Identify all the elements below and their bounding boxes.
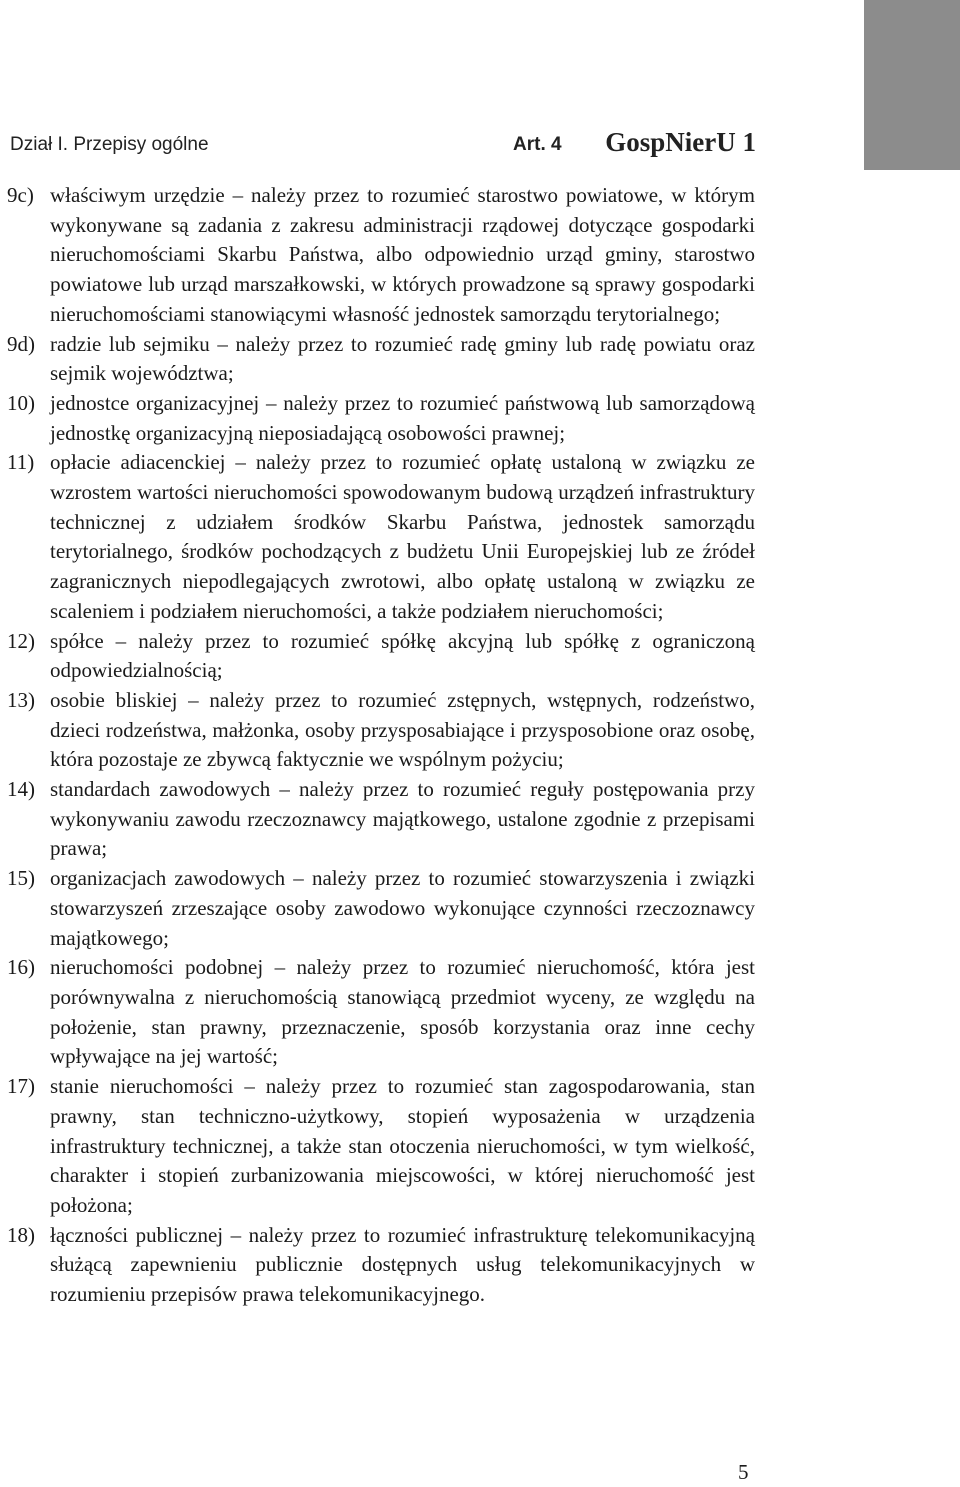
definition-item [7,181,755,330]
page-number: 5 [738,1460,749,1484]
definition-item [7,1072,755,1221]
definition-item [7,448,755,626]
item-text: opłacie adiacenckiej – należy przez to rozumieć opłatę ustaloną w związku ze wzrostem wartości nieruchomości spowodowanym budową urządzeń infrastruktury technicznej z udziałem środków Skarbu Państwa, jednostek samorządu terytorialnego, środków pochodzących z budżetu Unii Europejskiej lub ze źródeł zagranicznych niepodlegających zwrotowi, albo opłatę ustaloną w związku ze scaleniem i podziałem nieruchomości, a także podziałem nieruchomości; [50,450,755,623]
running-header [10,127,756,167]
item-text: osobie bliskiej – należy przez to rozumieć zstępnych, wstępnych, rodzeństwo, dzieci rodzeństwa, małżonka, osoby przysposabiające i przysposobione oraz osobę, która pozostaje ze zbywcą faktycznie we wspólnym pożyciu; [50,687,755,772]
item-text: organizacjach zawodowych – należy przez to rozumieć stowarzyszenia i związki stowarzyszeń zrzeszające osoby zawodowo wykonujące czynności rzeczoznawcy majątkowego; [50,866,755,950]
item-number: 16) [7,955,35,980]
definition-item [7,953,755,1072]
item-number: 12) [7,628,35,653]
item-text: jednostce organizacyjnej – należy przez to rozumieć państwową lub samorządową jednostkę organizacyjną nieposiadającą osobowości prawnej; [50,390,755,445]
definition-item [7,864,755,953]
item-number: 15) [7,866,35,891]
item-number: 17) [7,1074,35,1099]
item-text: spółce – należy przez to rozumieć spółkę akcyjną lub spółkę z ograniczoną odpowiedzialnością; [50,628,755,683]
item-number: 9c) [7,183,34,207]
code-label: GospNierU 1 [605,127,756,157]
definition-item [7,775,755,864]
item-number: 9d) [7,331,35,356]
item-number: 10) [7,390,35,415]
item-number: 14) [7,777,35,802]
article-number: Art. 4 [513,134,562,155]
definition-item [7,627,755,686]
definitions-list [7,181,755,1310]
definition-item [7,1221,755,1310]
item-number: 18) [7,1222,35,1247]
definition-item [7,389,755,448]
item-text: stanie nieruchomości – należy przez to rozumieć stan zagospodarowania, stan prawny, stan techniczno-użytkowy, stopień wyposażenia w urządzenia infrastruktury technicznej, a także stan otoczenia nieruchomości, w tym wielkość, charakter i stopień zurbanizowania miejscowości, w której nieruchomość jest położona; [50,1074,755,1217]
chapter-tab-marker [864,0,960,170]
item-text: właściwym urzędzie – należy przez to rozumieć starostwo powiatowe, w którym wykonywane są zadania z zakresu administracji rządowej dotyczące gospodarki nieruchomościami Skarbu Państwa, albo odpowiednio urząd gminy, starostwo powiatowe lub urząd marszałkowski, w których prowadzone są sprawy gospodarki nieruchomościami stanowiącymi własność jednostek samorządu terytorialnego; [50,183,755,326]
section-title: Dział I. Przepisy ogólne [10,134,209,155]
item-text: nieruchomości podobnej – należy przez to rozumieć nieruchomość, która jest porównywalna z nieruchomością stanowiącą przedmiot wyceny, ze względu na położenie, stan prawny, przeznaczenie, sposób korzystania oraz inne cechy wpływające na jej wartość; [50,955,755,1069]
item-number: 13) [7,687,35,712]
item-number: 11) [7,450,35,475]
definition-item [7,686,755,775]
item-text: radzie lub sejmiku – należy przez to rozumieć radę gminy lub radę powiatu oraz sejmik województwa; [50,331,755,386]
item-text: łączności publicznej – należy przez to rozumieć infrastrukturę telekomunikacyjną służącą zapewnieniu publicznie dostępnych usług telekomunikacyjnych w rozumieniu przepisów prawa telekomunikacyjnego. [50,1222,755,1307]
definition-item [7,330,755,389]
item-text: standardach zawodowych – należy przez to rozumieć reguły postępowania przy wykonywaniu zawodu rzeczoznawcy majątkowego, ustalone zgodnie z przepisami prawa; [50,777,755,861]
